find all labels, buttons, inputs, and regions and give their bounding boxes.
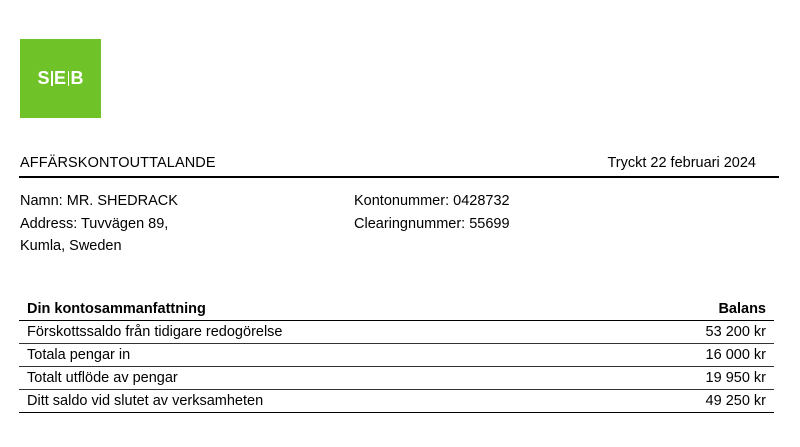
row-amount: 19 950 kr — [608, 367, 774, 390]
logo-letter: B — [70, 68, 84, 88]
table-row — [19, 321, 774, 344]
summary-heading: Din kontosammanfattning — [19, 298, 608, 321]
logo-letter: E — [54, 68, 67, 88]
row-amount: 49 250 kr — [608, 390, 774, 413]
table-row — [19, 390, 774, 413]
row-label: Ditt saldo vid slutet av verksamheten — [19, 390, 608, 413]
customer-name: Namn: MR. SHEDRACK — [20, 193, 178, 209]
bank-logo-text — [37, 68, 83, 89]
account-summary-table — [19, 298, 774, 413]
table-header-row — [19, 298, 774, 321]
account-number: Kontonummer: 0428732 — [354, 193, 510, 209]
bank-logo — [20, 39, 101, 118]
row-amount: 16 000 kr — [608, 344, 774, 367]
table-row — [19, 367, 774, 390]
row-label: Totala pengar in — [19, 344, 608, 367]
document-header — [20, 155, 776, 177]
customer-address-line2: Kumla, Sweden — [20, 238, 122, 254]
row-amount: 53 200 kr — [608, 321, 774, 344]
clearing-number: Clearingnummer: 55699 — [354, 215, 510, 232]
account-info — [354, 190, 510, 235]
logo-letter: S — [37, 68, 50, 88]
customer-address-line1: Address: Tuvvägen 89, — [20, 215, 169, 232]
document-title: AFFÄRSKONTOUTTALANDE — [20, 155, 216, 171]
row-label: Förskottssaldo från tidigare redogörelse — [19, 321, 608, 344]
balance-header: Balans — [608, 298, 774, 321]
printed-date: Tryckt 22 februari 2024 — [607, 155, 756, 171]
header-divider — [19, 176, 779, 178]
logo-separator — [51, 71, 53, 86]
logo-separator — [68, 71, 70, 86]
table-row — [19, 344, 774, 367]
customer-info — [20, 190, 178, 258]
row-label: Totalt utflöde av pengar — [19, 367, 608, 390]
